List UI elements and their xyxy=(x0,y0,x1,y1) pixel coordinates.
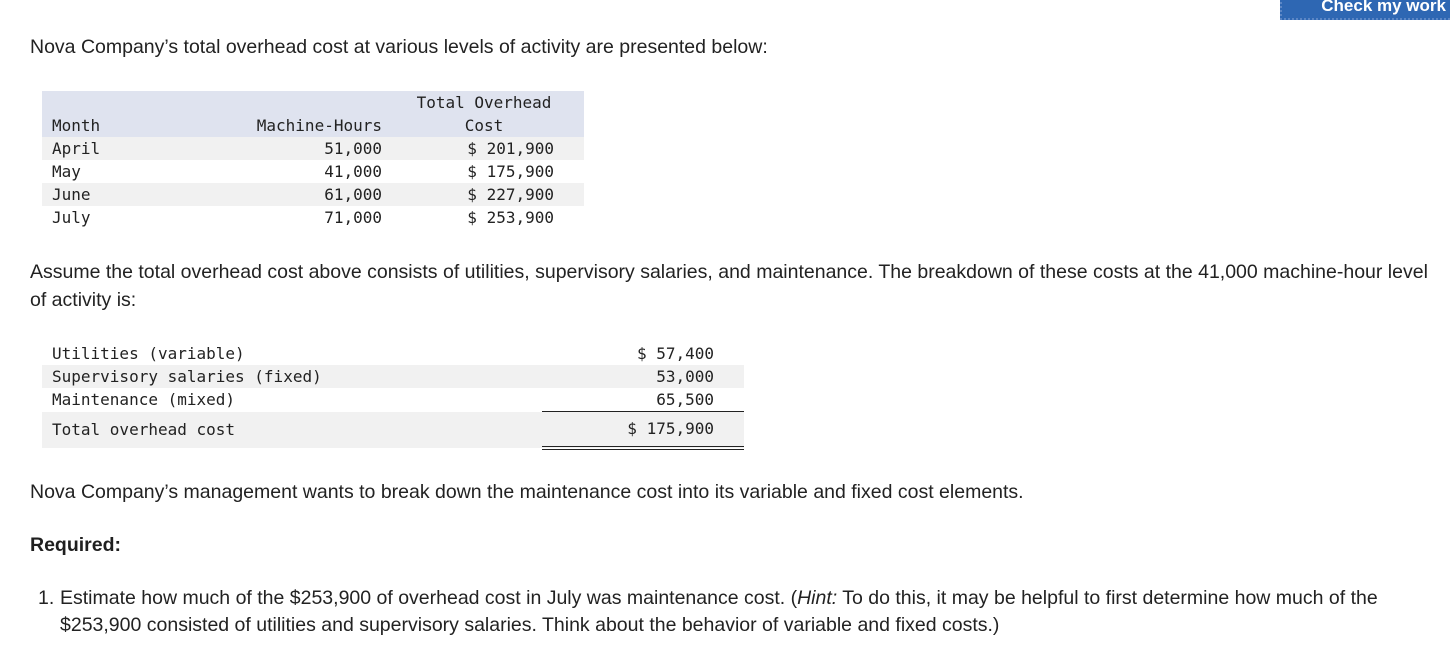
cost-label: Utilities (variable) xyxy=(42,342,542,365)
question-list xyxy=(38,585,1438,639)
table-row xyxy=(42,160,584,183)
cost-cell: $ 227,900 xyxy=(394,183,584,206)
table-row xyxy=(42,342,744,365)
table-row xyxy=(42,365,744,388)
cost-cell: $ 201,900 xyxy=(394,137,584,160)
month-cell: May xyxy=(42,160,192,183)
intro-text: Nova Company’s total overhead cost at various levels of activity are presented below: xyxy=(30,36,768,58)
cost-cell: $ 175,900 xyxy=(394,160,584,183)
cost-value: $ 57,400 xyxy=(542,342,744,365)
hours-cell: 61,000 xyxy=(192,183,394,206)
management-text: Nova Company’s management wants to break down the maintenance cost into its variable and fixed cost elements. xyxy=(30,481,1024,503)
question-text-part: To do this, it may be helpful to first determine how much of the $253,900 consisted of utilities and supervisory salaries. Think about the behavior of variable and fixed costs.) xyxy=(60,587,1378,636)
hint-label: Hint: xyxy=(797,587,838,609)
assume-text: Assume the total overhead cost above consists of utilities, supervisory salaries, and maintenance. The breakdown of these costs at the 41,000 machine-hour level of activity is: xyxy=(30,261,1428,311)
total-row xyxy=(42,412,744,449)
cost-label: Supervisory salaries (fixed) xyxy=(42,365,542,388)
total-value: $ 175,900 xyxy=(542,412,744,449)
header-cost: Cost xyxy=(394,114,584,137)
breakdown-table xyxy=(42,342,744,450)
cost-value: 53,000 xyxy=(542,365,744,388)
hours-cell: 41,000 xyxy=(192,160,394,183)
hours-cell: 51,000 xyxy=(192,137,394,160)
table-row xyxy=(42,206,584,229)
month-cell: July xyxy=(42,206,192,229)
question-number: 1. xyxy=(38,587,55,609)
hours-cell: 71,000 xyxy=(192,206,394,229)
required-heading: Required: xyxy=(30,534,122,556)
table-row xyxy=(42,183,584,206)
total-label: Total overhead cost xyxy=(42,412,542,449)
month-cell: April xyxy=(42,137,192,160)
header-month: Month xyxy=(42,114,192,137)
cost-label: Maintenance (mixed) xyxy=(42,388,542,412)
check-my-work-button[interactable]: Check my work xyxy=(1280,0,1450,20)
header-total-overhead: Total Overhead xyxy=(394,91,584,114)
table-row xyxy=(42,388,744,412)
question-text xyxy=(60,585,1438,639)
table-row xyxy=(42,137,584,160)
cost-value: 65,500 xyxy=(542,388,744,412)
month-cell: June xyxy=(42,183,192,206)
question-text-part: Estimate how much of the $253,900 of overhead cost in July was maintenance cost. ( xyxy=(60,587,798,609)
cost-cell: $ 253,900 xyxy=(394,206,584,229)
overhead-table xyxy=(42,91,584,229)
header-machine-hours: Machine-Hours xyxy=(192,114,394,137)
